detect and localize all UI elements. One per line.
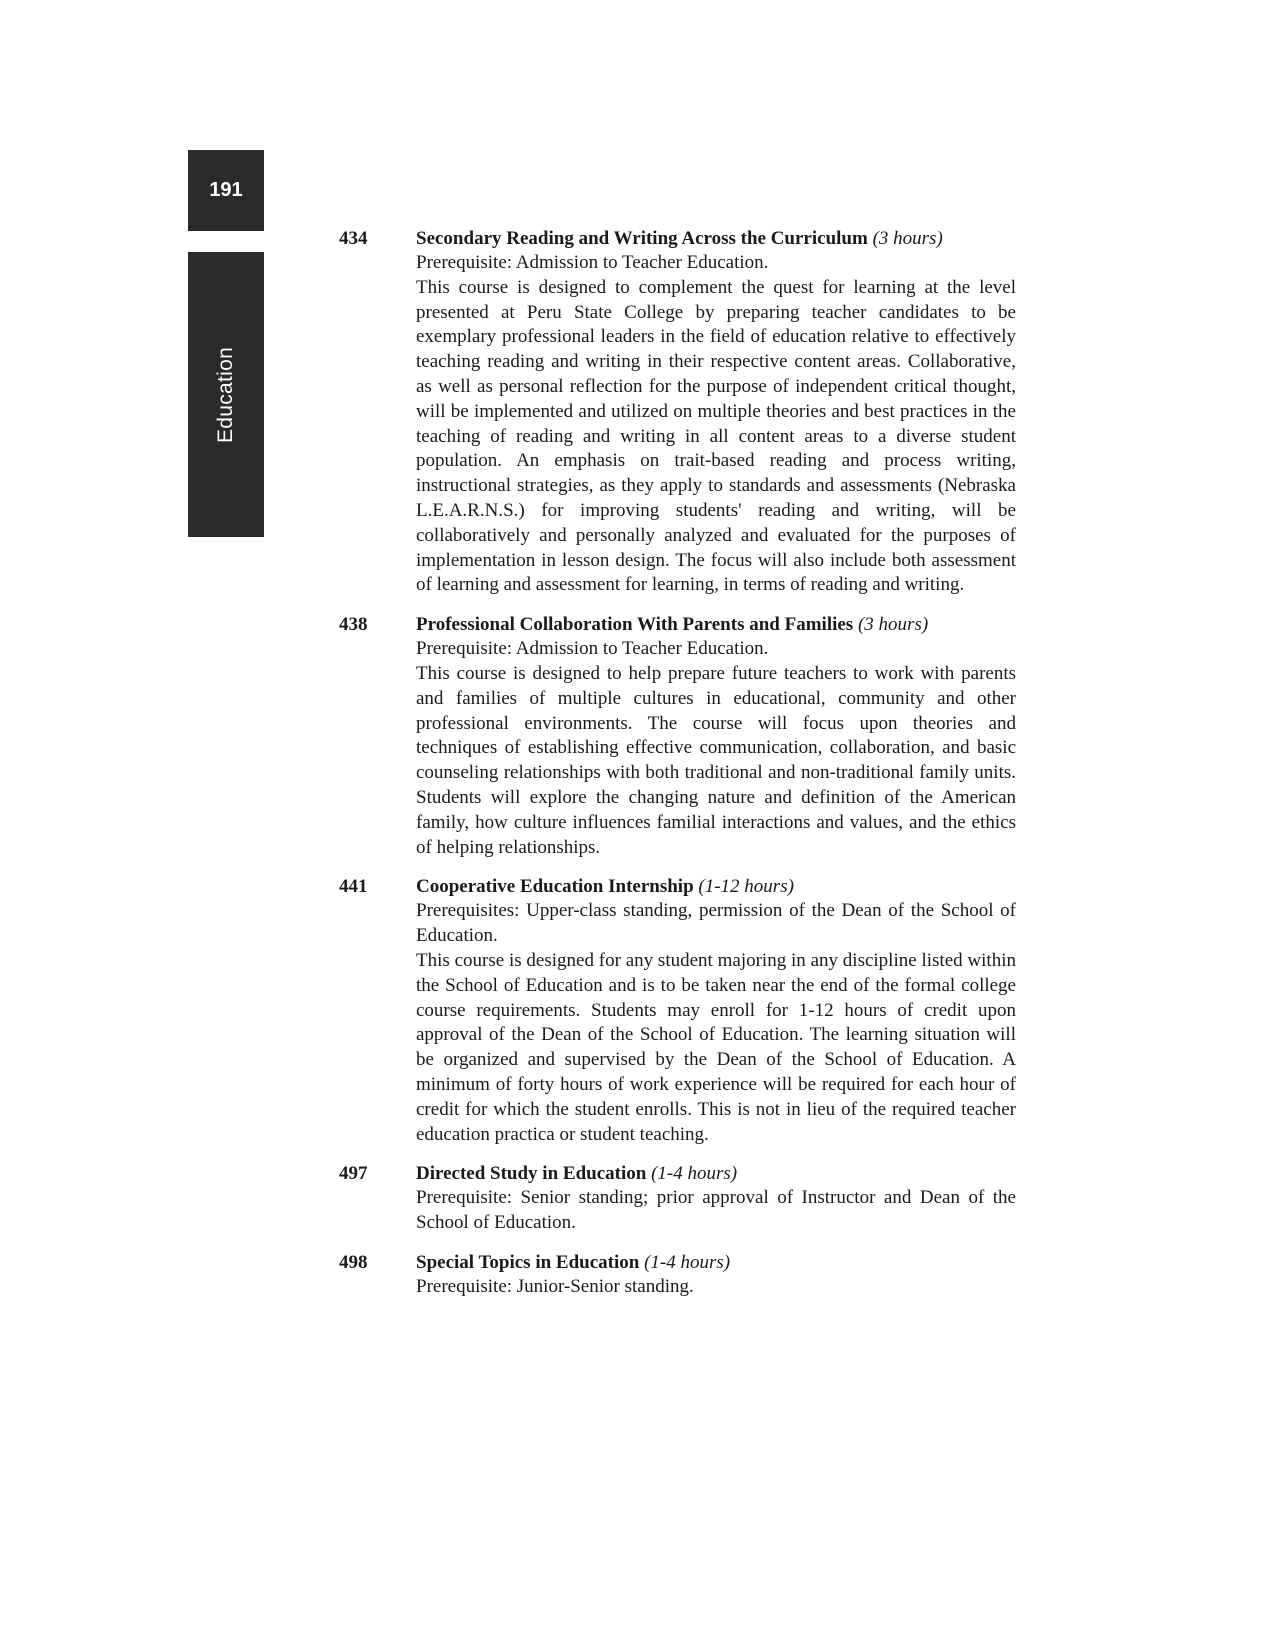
course-hours: (3 hours) xyxy=(857,614,929,636)
course-entry xyxy=(339,874,1019,1147)
course-heading xyxy=(416,874,1016,899)
course-title: Cooperative Education Internship xyxy=(416,876,694,898)
course-body xyxy=(416,874,1016,1147)
course-number: 441 xyxy=(339,876,368,898)
course-heading xyxy=(416,612,1016,637)
course-hours: (1-4 hours) xyxy=(644,1251,731,1273)
course-body xyxy=(416,1161,1016,1236)
course-entry xyxy=(339,1161,1019,1236)
course-number: 434 xyxy=(339,228,368,249)
course-list xyxy=(339,226,1019,1314)
course-description: This course is designed to complement the quest for learning at the level presented at Peru State College by preparing teacher candidates to be exemplary professional leaders in the field of education relative to effectively teaching reading and writing in their respective content areas. Collaborative, as well as personal reflection for the purpose of independent critical thought, will be implemented and utilized on multiple theories and best practices in the teaching of reading and writing in all content areas to a diverse student population. An emphasis on trait-based reading and process writing, instructional strategies, as they apply to standards and assessments (Nebraska L.E.A.R.N.S.) for improving students' reading and writing, will be collaboratively and personally analyzed and evaluated for the purposes of implementation in lesson design. The focus will also include both assessment of learning and assessment for learning, in terms of reading and writing. xyxy=(416,276,1016,596)
course-body xyxy=(416,1250,1016,1300)
course-prerequisite: Prerequisites: Upper-class standing, permission of the Dean of the School of Education. xyxy=(416,900,1016,947)
course-title: Professional Collaboration With Parents and Families xyxy=(416,614,854,636)
course-description: This course is designed to help prepare future teachers to work with parents and families of multiple cultures in educational, community and other professional environments. The course will focus upon theories and techniques of establishing effective communication, collaboration, and basic counseling relationships with both traditional and non-traditional family units. Students will explore the changing nature and definition of the American family, how culture influences familial interactions and values, and the ethics of helping relationships. xyxy=(416,662,1016,858)
course-body xyxy=(416,612,1016,860)
course-title: Special Topics in Education xyxy=(416,1251,640,1273)
page-number: 191 xyxy=(209,179,243,201)
course-entry xyxy=(339,1250,1019,1300)
course-heading xyxy=(416,1161,1016,1186)
course-number: 438 xyxy=(339,614,368,636)
section-label: Education xyxy=(214,346,237,443)
course-body xyxy=(416,226,1016,598)
course-number: 498 xyxy=(339,1251,368,1273)
course-prerequisite: Prerequisite: Junior-Senior standing. xyxy=(416,1275,694,1297)
course-title: Secondary Reading and Writing Across the Curriculum xyxy=(416,228,868,249)
course-hours: (1-12 hours) xyxy=(698,876,794,898)
page-number-tab xyxy=(188,150,264,231)
course-hours: (1-4 hours) xyxy=(651,1163,738,1185)
course-number: 497 xyxy=(339,1163,368,1185)
course-title: Directed Study in Education xyxy=(416,1163,647,1185)
course-description: This course is designed for any student majoring in any discipline listed within the School of Education and is to be taken near the end of the formal college course requirements. Students may enroll for 1-12 hours of credit upon approval of the Dean of the School of Education. The learning situation will be organized and supervised by the Dean of the School of Education. A minimum of forty hours of work experience will be required for each hour of credit for which the student enrolls. This is not in lieu of the required teacher education practica or student teaching. xyxy=(416,949,1016,1145)
course-prerequisite: Prerequisite: Admission to Teacher Education. xyxy=(416,252,769,273)
section-tab xyxy=(188,252,264,537)
course-heading xyxy=(416,1250,1016,1275)
course-prerequisite: Prerequisite: Senior standing; prior approval of Instructor and Dean of the School of Education. xyxy=(416,1187,1016,1234)
course-heading xyxy=(416,226,1016,251)
course-entry xyxy=(339,226,1019,598)
course-hours: (3 hours) xyxy=(872,228,943,249)
course-entry xyxy=(339,612,1019,860)
course-prerequisite: Prerequisite: Admission to Teacher Education. xyxy=(416,638,769,660)
